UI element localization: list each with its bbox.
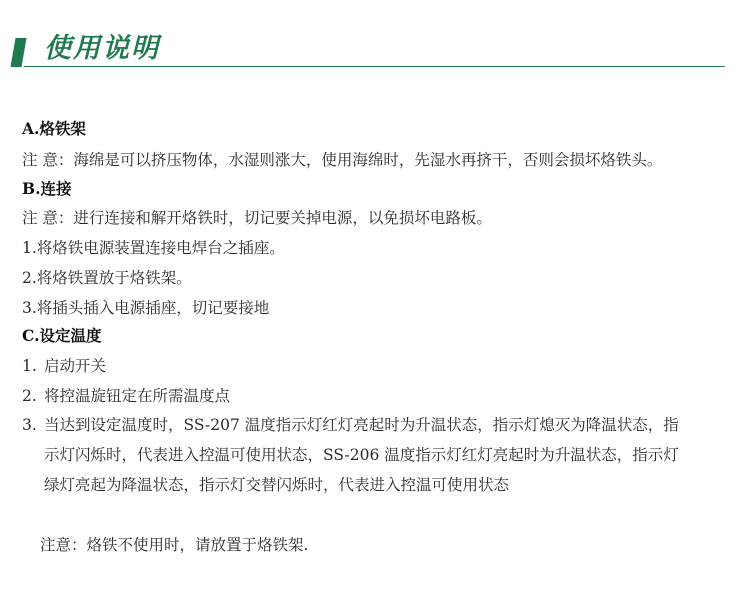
page-header [0, 0, 750, 72]
section-c-step-3-line-2: 示灯闪烁时，代表进入控温可使用状态，SS-206 温度指示灯红灯亮起时为升温状态，指示灯 [44, 446, 679, 464]
section-c-step-3-line-3: 绿灯亮起为降温状态，指示灯交替闪烁时，代表进入控温可使用状态 [44, 476, 510, 494]
section-c-step-3-num: 3. [22, 416, 37, 434]
section-c-step-2-num: 2. [22, 387, 37, 405]
page-title: 使用说明 [44, 33, 160, 64]
section-b-step-2: 2.将烙铁置放于烙铁架。 [22, 269, 192, 287]
section-c-step-3-line-1: 当达到设定温度时，SS-207 温度指示灯红灯亮起时为升温状态，指示灯熄灭为降温状态，指 [44, 416, 679, 434]
section-b-heading: B.连接 [22, 179, 72, 198]
section-c-heading: C.设定温度 [22, 326, 102, 345]
header-divider [24, 66, 725, 67]
section-b-step-3: 3.将插头插入电源插座，切记要接地 [22, 299, 270, 317]
section-c-step-1: 启动开关 [44, 357, 107, 375]
section-c-step-1-num: 1. [22, 357, 37, 375]
section-a-heading: A.烙铁架 [22, 119, 86, 138]
section-c-step-2: 将控温旋钮定在所需温度点 [44, 387, 231, 405]
section-b-step-1: 1.将烙铁电源装置连接电焊台之插座。 [22, 239, 285, 257]
section-b-note: 注 意：进行连接和解开烙铁时，切记要关掉电源，以免损坏电路板。 [22, 209, 492, 227]
section-a-note: 注 意：海绵是可以挤压物体，水湿则涨大，使用海绵时，先湿水再挤干，否则会损坏烙铁头。 [22, 151, 663, 169]
footer-note: 注意：烙铁不使用时，请放置于烙铁架. [40, 536, 309, 554]
header-accent-bar [10, 38, 26, 67]
